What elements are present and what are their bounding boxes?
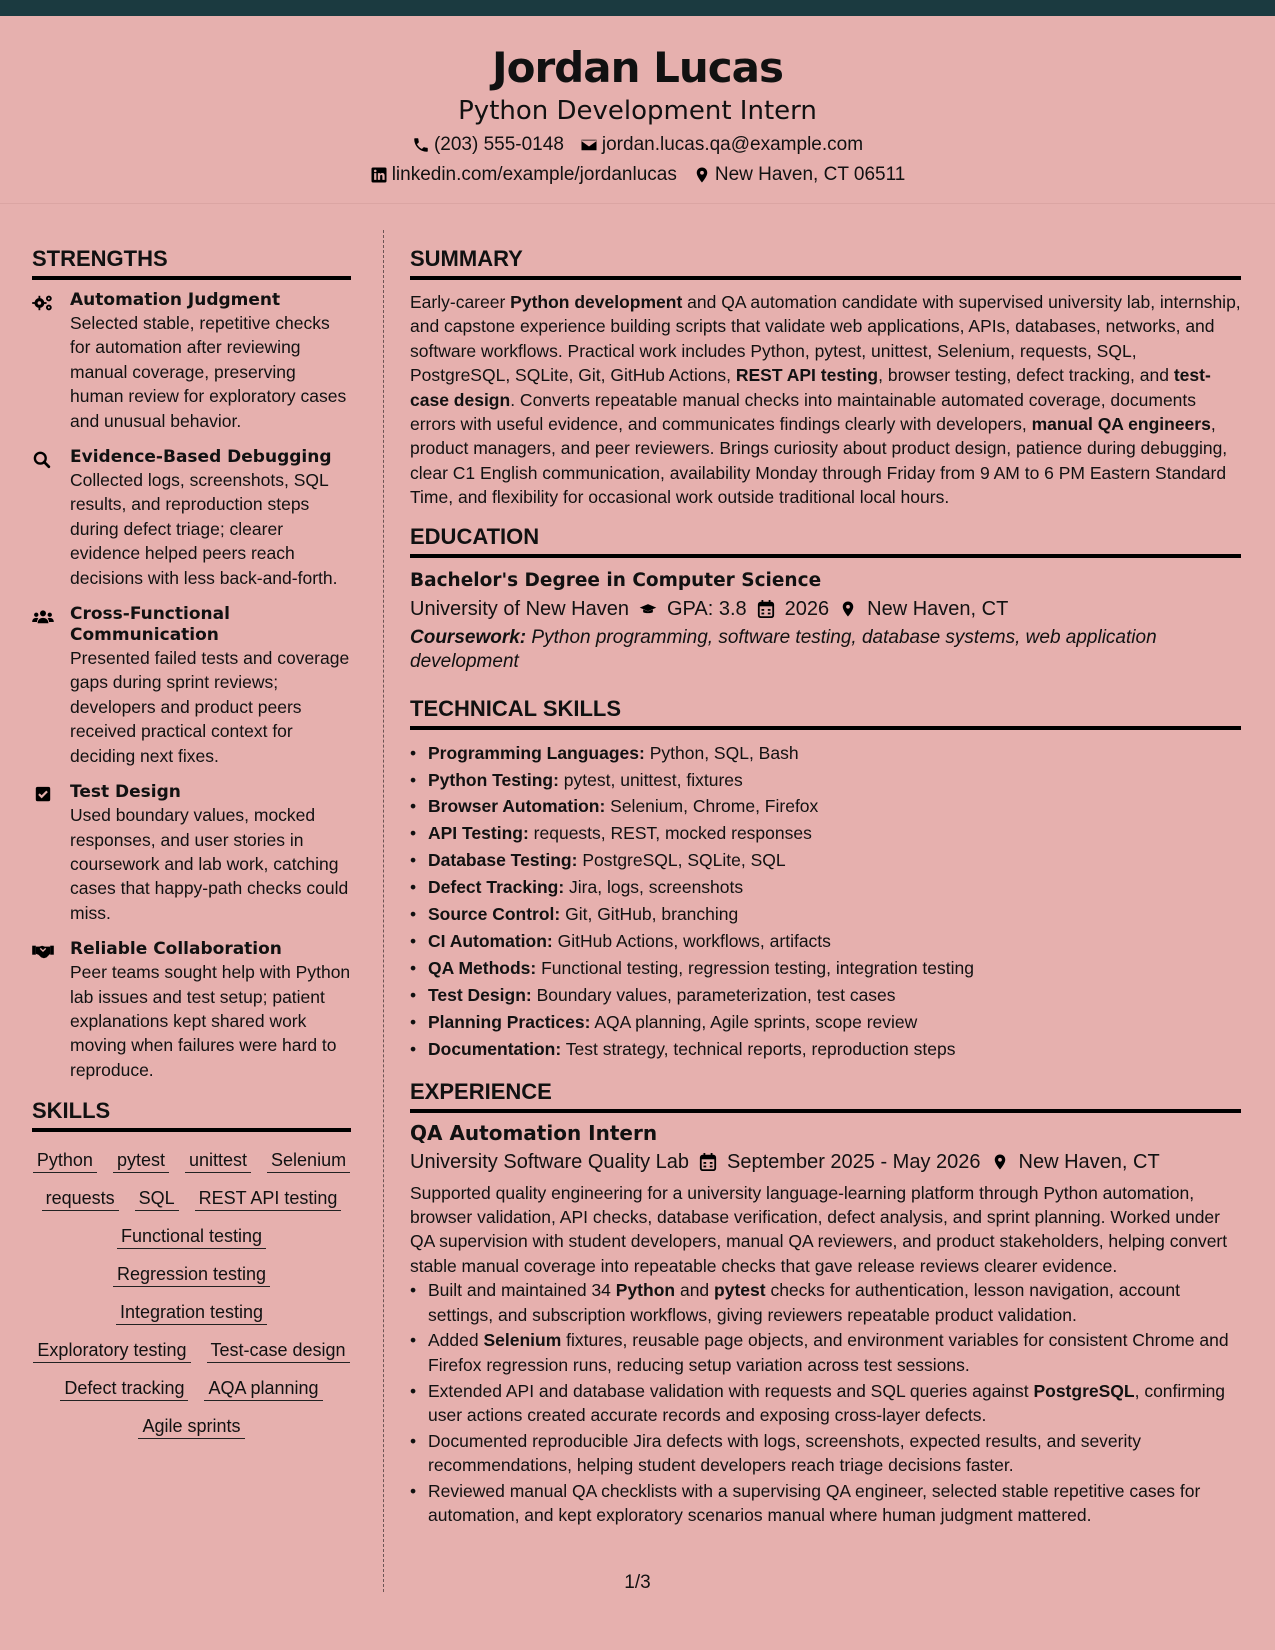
envelope-icon bbox=[580, 136, 598, 154]
checkbox-icon bbox=[32, 782, 58, 925]
strength-desc: Selected stable, repetitive checks for automation after reviewing manual coverage, preserving human review for exploratory cases and unusual behavior. bbox=[70, 313, 347, 431]
gpa-text: GPA: 3.8 bbox=[666, 597, 747, 620]
summary-keyword: Python development bbox=[510, 292, 683, 312]
skill-value: requests, REST, mocked responses bbox=[533, 823, 812, 844]
summary-keyword: manual QA engineers bbox=[1031, 414, 1211, 435]
technical-skills-list bbox=[410, 740, 1241, 1063]
bullet-segment: , confirming user actions created accurate records and exposing cross-layer defects. bbox=[428, 1380, 1226, 1425]
calendar-icon bbox=[757, 599, 775, 619]
skill-value: PostgreSQL, SQLite, SQL bbox=[582, 850, 786, 871]
skill-chip: REST API testing bbox=[195, 1186, 342, 1211]
list-item bbox=[410, 982, 1241, 1009]
email-text[interactable]: jordan.lucas.qa@example.com bbox=[601, 134, 864, 155]
strength-title: Automation Judgment bbox=[70, 290, 281, 310]
page-number: 1/3 bbox=[624, 1572, 651, 1593]
skill-chip: AQA planning bbox=[204, 1376, 322, 1401]
skill-value: Boundary values, parameterization, test cases bbox=[536, 984, 896, 1005]
job-description: Supported quality engineering for a university language-learning platform through Python automation, browser validation, API checks, database verification, defect analysis, and sprint planning. Worked under QA supervision with student developers, manual QA reviewers, and product stakeholders, helping convert stable manual coverage into repeatable checks that gave release reviews clearer evidence. bbox=[410, 1182, 1228, 1276]
skill-chip: Defect tracking bbox=[60, 1376, 188, 1401]
contact-row-2 bbox=[0, 162, 1275, 188]
handshake-icon bbox=[32, 939, 58, 1082]
summary-segment: , browser testing, defect tracking, and bbox=[878, 365, 1174, 386]
skill-chip: pytest bbox=[113, 1148, 169, 1173]
linkedin-icon bbox=[370, 166, 388, 184]
candidate-title: Python Development Intern bbox=[458, 96, 817, 126]
summary-segment: and QA automation candidate with supervised university lab, internship, and capstone experience building scripts that validate web applications, APIs, databases, networks, and software workflows. Practical work includes Python, pytest, unittest, Selenium, requests, SQL, PostgreSQL, SQLite, Git, GitHub Actions, bbox=[410, 292, 1241, 386]
skill-label: Programming Languages: bbox=[428, 742, 645, 763]
skill-chip: SQL bbox=[135, 1186, 179, 1211]
strength-item bbox=[32, 782, 351, 925]
strength-item bbox=[32, 290, 351, 433]
list-item bbox=[410, 1009, 1241, 1036]
skill-value: AQA planning, Agile sprints, scope review bbox=[594, 1011, 918, 1032]
skill-chip: Agile sprints bbox=[138, 1414, 244, 1439]
skill-chip: Selenium bbox=[267, 1148, 350, 1173]
skill-chip: Regression testing bbox=[113, 1262, 270, 1287]
strength-title: Evidence-Based Debugging bbox=[70, 447, 332, 468]
phone-contact bbox=[412, 132, 564, 158]
list-item bbox=[410, 874, 1241, 901]
skill-chip: Functional testing bbox=[117, 1224, 266, 1249]
skill-label: Source Control: bbox=[428, 904, 561, 925]
skill-label: QA Methods: bbox=[428, 957, 537, 978]
list-item bbox=[410, 901, 1241, 928]
summary-segment: Early-career bbox=[410, 292, 511, 312]
strength-item bbox=[32, 604, 351, 768]
skill-label: Defect Tracking: bbox=[428, 877, 565, 898]
map-pin-icon bbox=[693, 166, 711, 184]
skill-value: Functional testing, regression testing, integration testing bbox=[541, 957, 974, 978]
left-column bbox=[32, 244, 351, 1439]
summary-heading: SUMMARY bbox=[410, 244, 1241, 280]
skill-label: Python Testing: bbox=[428, 769, 559, 790]
strength-desc: Peer teams sought help with Python lab issues and test setup; patient explanations kept shared work moving when failures were hard to reproduce. bbox=[70, 962, 351, 1080]
strength-title: Cross-Functional Communication bbox=[70, 604, 230, 646]
skill-chip: Test-case design bbox=[207, 1338, 350, 1363]
job-location: New Haven, CT bbox=[1018, 1150, 1160, 1173]
list-item bbox=[410, 740, 1241, 767]
skill-value: Test strategy, technical reports, reproduction steps bbox=[565, 1038, 956, 1059]
company-name: University Software Quality Lab bbox=[410, 1150, 690, 1173]
job-role: QA Automation Intern bbox=[410, 1120, 658, 1145]
bullet-segment: Reviewed manual QA checklists with a supervising QA engineer, selected stable repetitive cases for automation, and kept exploratory scenarios manual where human judgment mattered. bbox=[428, 1480, 1201, 1526]
skill-label: CI Automation: bbox=[428, 931, 553, 951]
list-item bbox=[410, 767, 1241, 794]
location-text: New Haven, CT 06511 bbox=[714, 164, 906, 185]
top-accent-bar bbox=[0, 0, 1275, 16]
skill-chip: unittest bbox=[185, 1148, 251, 1173]
strength-desc: Used boundary values, mocked responses, and user stories in coursework and lab work, catching cases that happy-path checks could miss. bbox=[70, 805, 349, 923]
linkedin-contact[interactable] bbox=[370, 162, 677, 188]
technical-skills-heading: TECHNICAL SKILLS bbox=[410, 694, 1241, 730]
strength-item bbox=[32, 939, 351, 1082]
summary-text bbox=[410, 290, 1241, 510]
list-item bbox=[410, 1278, 1241, 1327]
column-divider bbox=[383, 230, 384, 1592]
list-item bbox=[410, 793, 1241, 820]
skill-label: API Testing: bbox=[428, 823, 529, 844]
skill-chip: requests bbox=[42, 1186, 119, 1211]
bullet-keyword: PostgreSQL bbox=[1033, 1380, 1135, 1401]
skill-chip: Python bbox=[33, 1148, 97, 1173]
phone-icon bbox=[412, 136, 430, 154]
right-column bbox=[410, 244, 1241, 1529]
bullet-segment: Documented reproducible Jira defects with logs, screenshots, expected results, and severity recommendations, helping student developers reach triage decisions faster. bbox=[428, 1430, 1141, 1476]
skills-heading: SKILLS bbox=[32, 1096, 351, 1132]
graduation-year: 2026 bbox=[784, 597, 830, 620]
summary-keyword: REST API testing bbox=[735, 365, 879, 386]
education-location: New Haven, CT bbox=[867, 597, 1009, 620]
education-meta bbox=[410, 594, 1241, 624]
map-pin-icon bbox=[991, 1152, 1009, 1172]
linkedin-text[interactable]: linkedin.com/example/jordanlucas bbox=[391, 164, 677, 185]
bullet-segment: Built and maintained 34 bbox=[428, 1280, 616, 1301]
bullet-keyword: pytest bbox=[714, 1280, 766, 1301]
bullet-segment: and bbox=[675, 1280, 715, 1301]
coursework bbox=[410, 626, 1241, 674]
bullet-segment: checks for authentication, lesson navigation, account settings, and subscription workflows, giving reviewers repeatable product validation. bbox=[428, 1280, 1180, 1325]
skills-chip-list bbox=[32, 1142, 351, 1439]
list-item bbox=[410, 1036, 1241, 1063]
list-item bbox=[410, 928, 1241, 955]
skill-value: GitHub Actions, workflows, artifacts bbox=[557, 931, 831, 951]
strength-desc: Collected logs, screenshots, SQL results, and reproduction steps during defect triage; clearer evidence helped peers reach decisions with less back-and-forth. bbox=[70, 470, 338, 588]
skill-label: Planning Practices: bbox=[428, 1011, 591, 1032]
experience-heading: EXPERIENCE bbox=[410, 1077, 1241, 1113]
strength-desc: Presented failed tests and coverage gaps during sprint reviews; developers and product peers received practical context for deciding next fixes. bbox=[70, 648, 350, 766]
gears-icon bbox=[32, 290, 58, 433]
location-contact bbox=[693, 162, 905, 188]
strength-title: Test Design bbox=[70, 782, 181, 803]
contact-row-1 bbox=[0, 132, 1275, 158]
bullet-segment: fixtures, reusable page objects, and environment variables for consistent Chrome and Firefox regression runs, reducing setup variation across test sessions. bbox=[428, 1330, 1229, 1375]
experience-meta bbox=[410, 1147, 1241, 1177]
skill-value: pytest, unittest, fixtures bbox=[563, 769, 743, 790]
bullet-keyword: Selenium bbox=[483, 1330, 562, 1351]
strength-item bbox=[32, 447, 351, 590]
list-item bbox=[410, 847, 1241, 874]
map-pin-icon bbox=[839, 599, 857, 619]
users-icon bbox=[32, 604, 58, 768]
phone-text: (203) 555-0148 bbox=[433, 134, 564, 155]
summary-segment: , product managers, and peer reviewers. Brings curiosity about product design, patience during debugging, clear C1 English communication, availability Monday through Friday from 9 AM to 6 PM Eastern Standard Time, and flexibility for occasional work outside traditional local hours. bbox=[410, 414, 1228, 508]
list-item bbox=[410, 1379, 1241, 1428]
skill-chip: Integration testing bbox=[116, 1300, 267, 1325]
skill-value: Python, SQL, Bash bbox=[649, 742, 799, 763]
skill-value: Selenium, Chrome, Firefox bbox=[610, 796, 819, 817]
skill-chip: Exploratory testing bbox=[33, 1338, 190, 1363]
coursework-text: Python programming, software testing, database systems, web application development bbox=[410, 626, 1157, 672]
list-item bbox=[410, 955, 1241, 982]
skill-label: Database Testing: bbox=[428, 850, 578, 871]
coursework-label: Coursework: bbox=[410, 626, 527, 648]
degree-title: Bachelor's Degree in Computer Science bbox=[410, 569, 822, 591]
list-item bbox=[410, 1479, 1241, 1528]
summary-segment: . Converts repeatable manual checks into maintainable automated coverage, documents errors with useful evidence, and communicates findings clearly with developers, bbox=[410, 389, 1197, 435]
summary-keyword: test-case design bbox=[410, 365, 1211, 410]
bullet-segment: Added bbox=[428, 1330, 484, 1351]
experience-bullets bbox=[410, 1278, 1241, 1528]
calendar-icon bbox=[699, 1152, 717, 1172]
resume-header bbox=[0, 16, 1275, 204]
bullet-keyword: Python bbox=[615, 1280, 676, 1301]
strength-title: Reliable Collaboration bbox=[70, 939, 282, 960]
list-item bbox=[410, 820, 1241, 847]
skill-value: Jira, logs, screenshots bbox=[569, 877, 744, 898]
search-icon bbox=[32, 447, 58, 590]
candidate-name: Jordan Lucas bbox=[491, 43, 784, 92]
skill-label: Test Design: bbox=[428, 984, 532, 1005]
list-item bbox=[410, 1429, 1241, 1478]
skill-value: Git, GitHub, branching bbox=[565, 904, 739, 925]
skill-label: Browser Automation: bbox=[428, 796, 606, 817]
education-heading: EDUCATION bbox=[410, 522, 1241, 558]
skill-label: Documentation: bbox=[428, 1038, 562, 1059]
list-item bbox=[410, 1328, 1241, 1377]
strengths-heading: STRENGTHS bbox=[32, 244, 351, 280]
email-contact[interactable] bbox=[580, 132, 863, 158]
bullet-segment: Extended API and database validation with requests and SQL queries against bbox=[428, 1380, 1034, 1401]
graduation-cap-icon bbox=[639, 599, 657, 619]
job-dates: September 2025 - May 2026 bbox=[727, 1150, 981, 1173]
school-name: University of New Haven bbox=[410, 597, 629, 620]
